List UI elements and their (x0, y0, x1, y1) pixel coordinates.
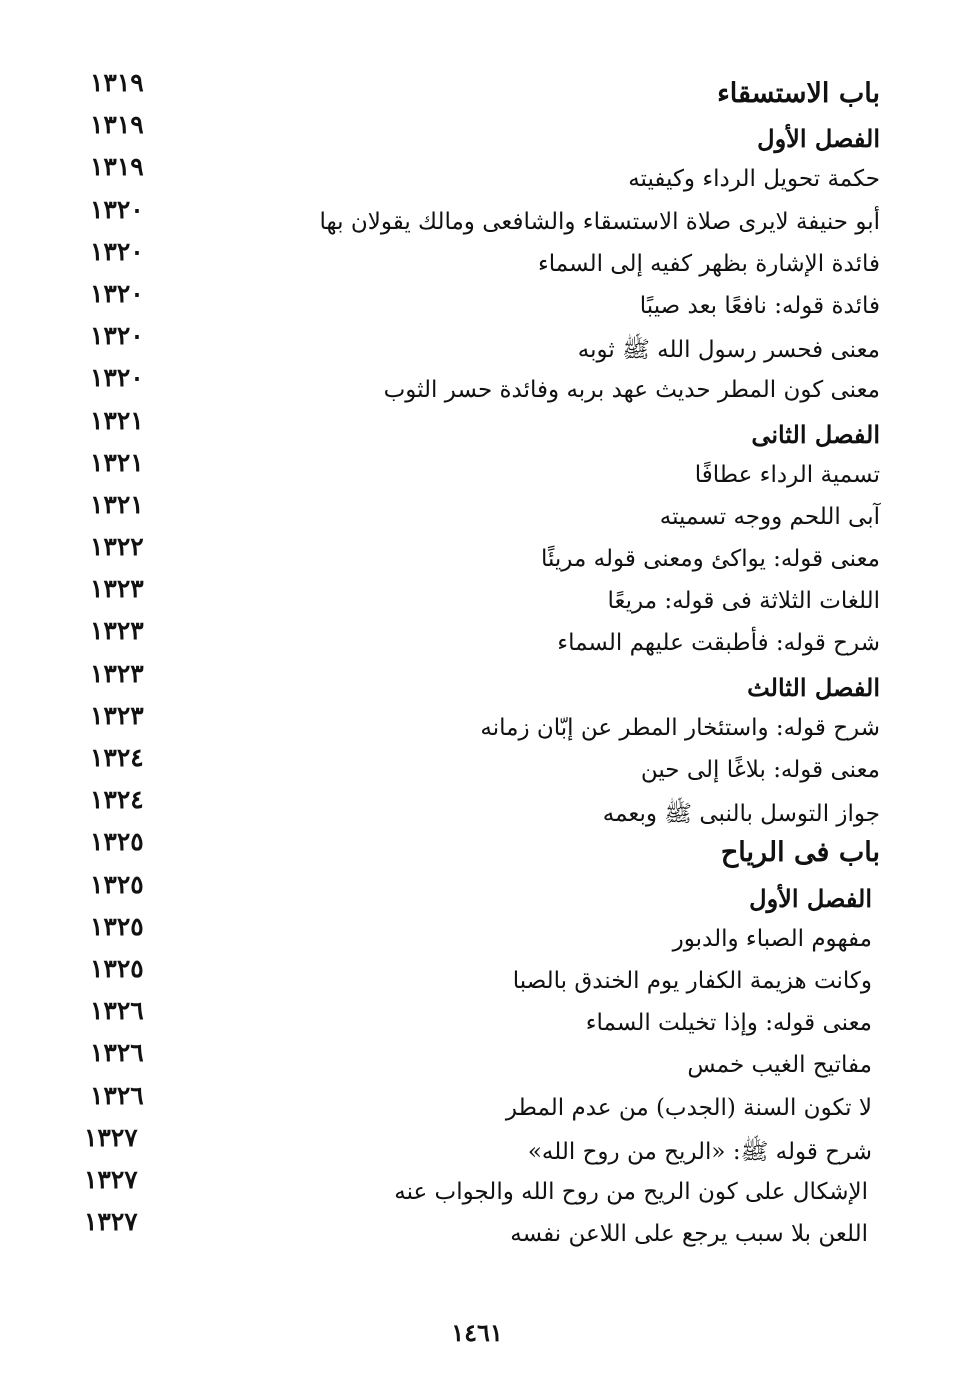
entry-title: معنى قوله: وإذا تخيلت السماء (585, 1010, 872, 1037)
entry-title: معنى فحسر رسول الله ﷺ ثوبه (577, 337, 880, 364)
page-ref: ١٣٢٤ (90, 785, 144, 815)
chapter-title: باب فى الرياح (720, 837, 880, 869)
page-ref: ١٣٢٥ (90, 953, 144, 983)
entry-title: فائدة قوله: نافعًا بعد صيبًا (639, 292, 880, 319)
page-ref: ١٣٢٥ (90, 827, 144, 857)
index-row (90, 526, 880, 573)
index-row (90, 189, 880, 235)
page-ref: ١٣٢٥ (90, 911, 144, 941)
entry-title: معنى كون المطر حديث عهد بربه وفائدة حسر الثوب (383, 377, 880, 404)
index-row (90, 231, 880, 277)
entry-title: لا تكون السنة (الجدب) من عدم المطر (505, 1094, 872, 1121)
entry-title: جواز التوسل بالنبى ﷺ وبعمه (602, 801, 880, 828)
index-row (90, 357, 880, 404)
index-row (90, 737, 880, 783)
page-number: ١٤٦١ (451, 1318, 503, 1347)
index-row (84, 1201, 880, 1248)
page-ref: ١٣٢٠ (90, 363, 144, 393)
index-row (90, 568, 880, 615)
index-row (90, 273, 880, 319)
index-row (90, 779, 880, 828)
entry-title: اللعن بلا سبب يرجع على اللاعن نفسه (510, 1221, 868, 1248)
entry-title: اللغات الثلاثة فى قوله: مريعًا (607, 588, 880, 615)
index-row (90, 315, 880, 364)
index-row (90, 906, 880, 952)
index-row (84, 1159, 880, 1205)
index-row (90, 695, 880, 741)
page-ref: ١٣٢٠ (90, 278, 144, 308)
page-ref: ١٣٢١ (90, 447, 144, 477)
page-ref: ١٣٢٤ (90, 743, 144, 772)
entry-title: الإشكال على كون الريح من روح الله والجواب عنه (394, 1178, 868, 1205)
entry-title: وكانت هزيمة الكفار يوم الخندق بالصبا (512, 967, 872, 994)
index-row (90, 1032, 880, 1079)
page-ref: ١٣٢٣ (90, 616, 144, 646)
page-ref: ١٣٢٣ (90, 658, 144, 688)
index-row (90, 442, 880, 488)
index-row (90, 610, 880, 657)
entry-title: شرح قوله ﷺ: «الريح من روح الله» (527, 1138, 872, 1165)
page-ref: ١٣٢٠ (90, 321, 144, 351)
page-ref: ١٣٢٣ (90, 700, 144, 730)
page-ref: ١٣١٩ (90, 152, 144, 182)
index-row (84, 1117, 880, 1165)
index-row (90, 146, 880, 193)
index-row (90, 104, 880, 154)
entry-title: فائدة الإشارة بظهر كفيه إلى السماء (537, 250, 880, 277)
entry-title: آبى اللحم ووجه تسميته (659, 503, 880, 530)
page-ref: ١٣٢٥ (90, 869, 144, 899)
index-list (84, 62, 880, 1248)
page-ref: ١٣٢٦ (90, 1080, 144, 1110)
entry-title: مفاتيح الغيب خمس (687, 1052, 872, 1079)
section-title: الفصل الأول (757, 124, 880, 154)
page-ref: ١٣٢٧ (84, 1164, 138, 1194)
entry-title: معنى قوله: بلاغًا إلى حين (640, 757, 880, 783)
page-ref: ١٣٢٦ (90, 996, 144, 1026)
page-ref: ١٣٢٣ (90, 574, 144, 604)
page-ref: ١٣٢٢ (90, 532, 144, 562)
page-ref: ١٣٢٠ (90, 194, 144, 224)
entry-title: تسمية الرداء عطافًا (694, 461, 880, 488)
section-title: الفصل الثالث (747, 672, 880, 702)
index-row (90, 990, 880, 1037)
page-ref: ١٣٢٦ (90, 1038, 144, 1068)
entry-title: شرح قوله: واستئخار المطر عن إبّان زمانه (480, 714, 880, 741)
section-title: الفصل الثانى (751, 419, 880, 449)
entry-title: حكمة تحويل الرداء وكيفيته (628, 166, 880, 193)
page-ref: ١٣٢١ (90, 489, 144, 519)
index-row (90, 821, 880, 869)
entry-title: شرح قوله: فأطبقت عليهم السماء (557, 630, 880, 657)
index-row (90, 948, 880, 994)
page-ref: ١٣٢١ (90, 405, 144, 435)
entry-title: معنى قوله: يواكئ ومعنى قوله مريئًا (540, 546, 880, 573)
section-title: الفصل الأول (749, 883, 872, 913)
page-ref: ١٣٢٠ (90, 236, 144, 266)
index-row (90, 1075, 880, 1121)
page-ref: ١٣١٩ (90, 110, 144, 140)
chapter-title: باب الاستسقاء (717, 78, 880, 109)
entry-title: أبو حنيفة لايرى صلاة الاستسقاء والشافعى ومالك يقولان بها (319, 208, 880, 235)
index-row (90, 400, 880, 449)
entry-title: مفهوم الصباء والدبور (672, 925, 872, 952)
index-row (90, 484, 880, 530)
page-ref: ١٣٢٧ (84, 1207, 138, 1237)
index-row (90, 864, 880, 913)
page-ref: ١٣٢٧ (84, 1122, 138, 1152)
page-ref: ١٣١٩ (90, 68, 144, 97)
index-row (90, 653, 880, 702)
index-row (90, 62, 880, 109)
